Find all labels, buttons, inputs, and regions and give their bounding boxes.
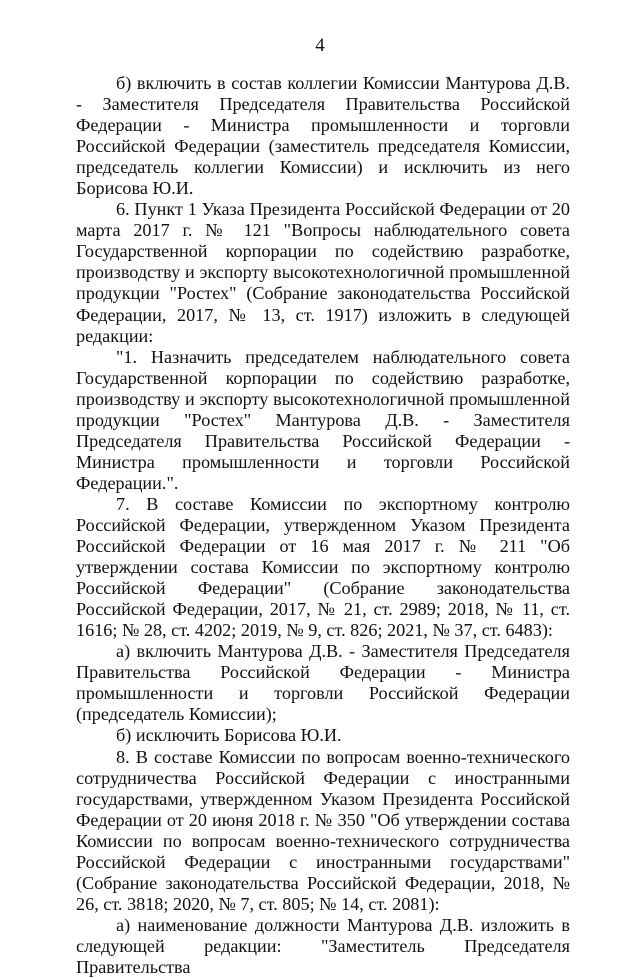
paragraph-item-8a: а) наименование должности Мантурова Д.В. изложить в следующей редакции: "Заместитель Председателя Правительства <box>76 914 570 977</box>
document-body <box>76 73 570 978</box>
paragraph-item-6-text: "1. Назначить председателем наблюдательного совета Государственной корпорации по содействию разработке, производству и экспорту высокотехнологичной промышленной продукции "Ростех" Мантурова Д.В. - Заместителя Председателя Правительства Российской Федерации - Министра промышленности и торговли Российской Федерации.". <box>76 346 570 493</box>
paragraph-item-7a: а) включить Мантурова Д.В. - Заместителя Председателя Правительства Российской Федерации - Министра промышленности и торговли Российской Федерации (председатель Комиссии); <box>76 641 570 725</box>
paragraph-item-7: 7. В составе Комиссии по экспортному контролю Российской Федерации, утвержденном Указом Президента Российской Федерации от 16 мая 2017 г. № 211 "Об утверждении состава Комиссии по экспортному контролю Российской Федерации" (Собрание законодательства Российской Федерации, 2017, № 21, ст. 2989; 2018, № 11, ст. 1616; № 28, ст. 4202; 2019, № 9, ст. 826; 2021, № 37, ст. 6483): <box>76 493 570 641</box>
page-number: 4 <box>315 35 325 56</box>
paragraph-item-7b: б) исключить Борисова Ю.И. <box>116 725 342 746</box>
paragraph-item-8: 8. В составе Комиссии по вопросам военно-технического сотрудничества Российской Федерации с иностранными государствами, утвержденном Указом Президента Российской Федерации от 20 июня 2018 г. № 350 "Об утверждении состава Комиссии по вопросам военно-технического сотрудничества Российской Федерации с иностранными государствами" (Собрание законодательства Российской Федерации, 2018, № 26, ст. 3818; 2020, № 7, ст. 805; № 14, ст. 2081): <box>76 746 570 914</box>
paragraph-collegium-inclusion: б) включить в состав коллегии Комиссии Мантурова Д.В. - Заместителя Председателя Правительства Российской Федерации - Министра промышленности и торговли Российской Федерации (заместитель председателя Комиссии, председатель коллегии Комиссии) и исключить из него Борисова Ю.И. <box>76 73 570 199</box>
paragraph-item-6: 6. Пункт 1 Указа Президента Российской Федерации от 20 марта 2017 г. № 121 "Вопросы наблюдательного совета Государственной корпорации по содействию разработке, производству и экспорту высокотехнологичной промышленной продукции "Ростех" (Собрание законодательства Российской Федерации, 2017, № 13, ст. 1917) изложить в следующей редакции: <box>76 199 570 346</box>
